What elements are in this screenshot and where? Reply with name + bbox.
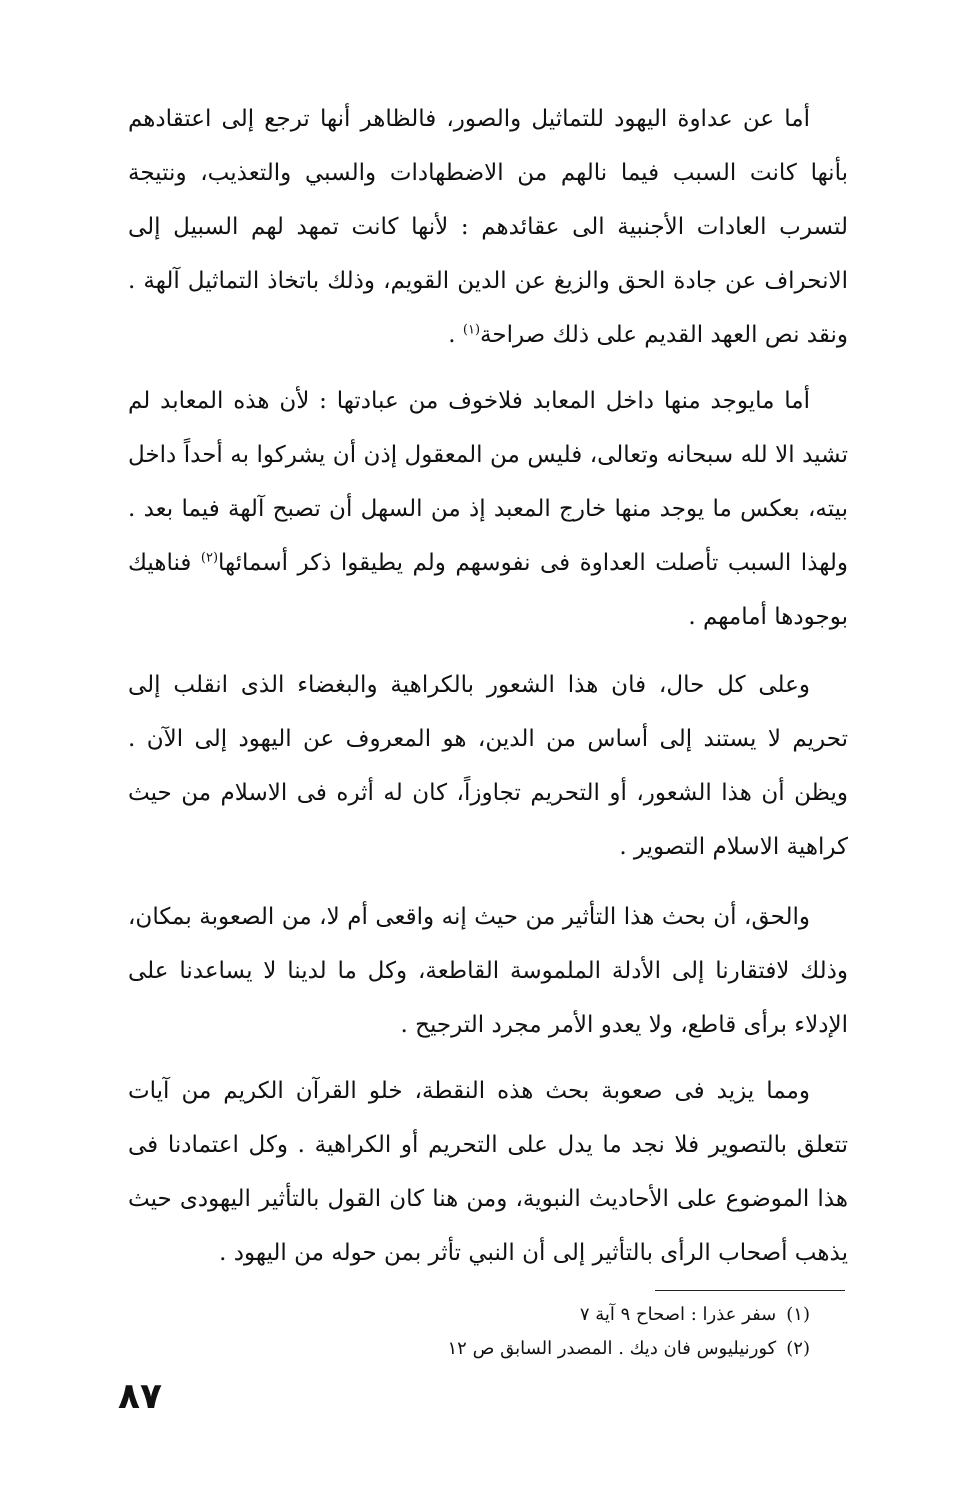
paragraph-end: فناهيك بوجودها أمامهم . [128,550,848,630]
page-number: ٨٧ [118,1376,162,1417]
paragraph [128,658,848,874]
footnote [300,1332,810,1366]
paragraph-text: ومما يزيد فى صعوبة بحث هذه النقطة، خلو القرآن الكريم من آيات تتعلق بالتصوير فلا نجد ما يدل على التحريم أو الكراهية . وكل اعتمادنا فى هذا الموضوع على الأحاديث النبوية، ومن هنا كان القول بالتأثير اليهودى حيث يذهب أصحاب الرأى بالتأثير إلى أن النبي تأثر بمن حوله من اليهود . [128,1078,848,1266]
paragraph-text: أما مايوجد منها داخل المعابد فلاخوف من عبادتها : لأن هذه المعابد لم تشيد الا لله سبحانه وتعالى، فليس من المعقول إذن أن يشركوا به أحداً داخل بيته، بعكس ما يوجد منها خارج المعبد إذ من السهل أن تصبح آلهة فيما بعد . ولهذا السبب تأصلت العداوة فى نفوسهم ولم يطيقوا ذكر أسمائها [128,388,848,576]
paragraph-text: والحق، أن بحث هذا التأثير من حيث إنه واقعى أم لا، من الصعوبة بمكان، وذلك لافتقارنا إلى الأدلة الملموسة القاطعة، وكل ما لدينا لا يساعدنا على الإدلاء برأى قاطع، ولا يعدو الأمر مجرد الترجيح . [128,904,848,1038]
paragraph [128,890,848,1052]
paragraph-text: وعلى كل حال، فان هذا الشعور بالكراهية والبغضاء الذى انقلب إلى تحريم لا يستند إلى أساس من الدين، هو المعروف عن اليهود إلى الآن . ويظن أن هذا الشعور، أو التحريم تجاوزاً، كان له أثره فى الاسلام من حيث كراهية الاسلام التصوير . [128,672,848,860]
footnotes [300,1298,810,1366]
paragraph [128,92,848,362]
footnote-text: كورنيليوس فان ديك . المصدر السابق ص ١٢ [447,1338,777,1359]
paragraph-end: . [448,322,463,348]
body-text [128,92,848,1280]
footnote-number: (٢) [786,1338,810,1359]
paragraph [128,374,848,644]
footnote-number: (١) [786,1304,810,1325]
footnote-reference[interactable]: (١) [462,322,481,338]
footnote-text: سفر عذرا : اصحاح ٩ آية ٧ [579,1304,777,1325]
footnote [300,1298,810,1332]
footnote-reference[interactable]: (٢) [200,550,219,566]
paragraph-text: أما عن عداوة اليهود للتماثيل والصور، فالظاهر أنها ترجع إلى اعتقادهم بأنها كانت السبب فيما نالهم من الاضطهادات والسبي والتعذيب، ونتيجة لتسرب العادات الأجنبية الى عقائدهم : لأنها كانت تمهد لهم السبيل إلى الانحراف عن جادة الحق والزيغ عن الدين القويم، وذلك باتخاذ التماثيل آلهة . ونقد نص العهد القديم على ذلك صراحة [128,106,848,348]
paragraph [128,1064,848,1280]
footnote-divider [655,1290,845,1291]
